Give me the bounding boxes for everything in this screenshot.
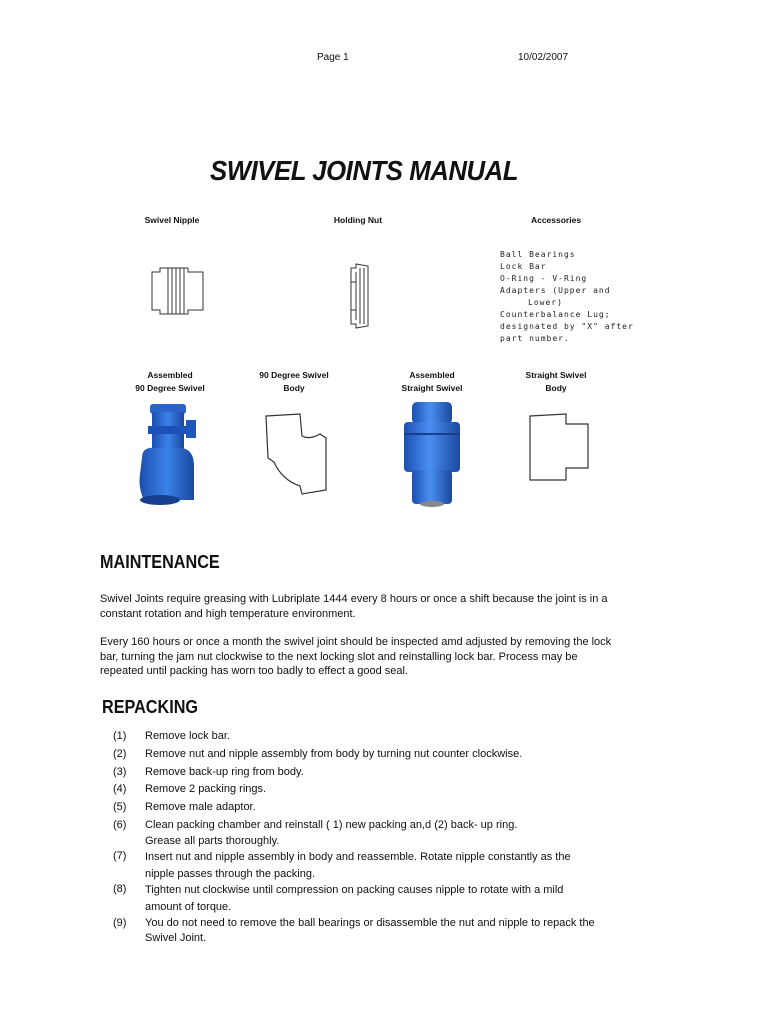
body-straight-caption: [506, 369, 606, 395]
accessories-caption: Accessories: [530, 215, 582, 225]
step-text: Remove nut and nipple assembly from body by turning nut counter clockwise.: [145, 748, 523, 760]
step-text: Remove back-up ring from body.: [145, 766, 304, 778]
accessory-item: designated by "X" after: [500, 322, 634, 331]
step-number: (2): [113, 748, 127, 760]
step-number: (3): [113, 766, 127, 778]
step-number: (7): [113, 850, 127, 862]
caption-line: Assembled: [147, 370, 193, 380]
body-straight-outline: [526, 410, 592, 486]
page-title: SWIVEL JOINTS MANUAL: [210, 155, 519, 186]
assembled-straight-swivel-image: [400, 398, 464, 510]
body-90-outline: [262, 410, 330, 496]
caption-line: Straight Swivel: [401, 383, 463, 393]
step-text: Remove lock bar.: [145, 730, 230, 742]
swivel-nipple-drawing: [148, 266, 208, 316]
maintenance-heading: MAINTENANCE: [100, 552, 220, 572]
step-text: Tighten nut clockwise until compression on packing causes nipple to rotate with a mild amount of torque.: [145, 884, 564, 913]
accessory-item: Lower): [528, 298, 563, 307]
step-text: Insert nut and nipple assembly in body and reassemble. Rotate nipple constantly as the nipple passes through the packing.: [145, 851, 571, 880]
step-number: (6): [113, 819, 127, 831]
step-number: (1): [113, 730, 127, 742]
maintenance-paragraph-2: Every 160 hours or once a month the swivel joint should be inspected amd adjusted by removing the lock bar, turning the jam nut clockwise to the next locking slot and reinstalling lock bar. Process may be repeated until packing has worn too badly to effect a good seal.: [100, 636, 612, 677]
step-text-continued: Grease all parts thoroughly.: [145, 835, 280, 847]
step-text: Remove 2 packing rings.: [145, 783, 267, 795]
holding-nut-drawing: [346, 262, 376, 330]
caption-line: 90 Degree Swivel: [135, 383, 205, 393]
caption-line: Assembled: [409, 370, 455, 380]
step-number: (9): [113, 917, 127, 929]
step-text: You do not need to remove the ball bearings or disassemble the nut and nipple to repack the Swivel Joint.: [145, 917, 595, 944]
body-90-caption: [244, 369, 344, 395]
step-number: (5): [113, 801, 127, 813]
accessory-item: part number.: [500, 334, 570, 343]
accessory-item: Adapters (Upper and: [500, 286, 611, 295]
swivel-nipple-caption: Swivel Nipple: [144, 215, 200, 225]
assembled-90-swivel-image: [136, 400, 202, 508]
holding-nut-caption: Holding Nut: [333, 215, 383, 225]
step-text: Remove male adaptor.: [145, 801, 256, 813]
step-number: (4): [113, 783, 127, 795]
accessory-item: Ball Bearings: [500, 250, 576, 259]
assembled-90-caption: [120, 369, 220, 395]
page-number: Page 1: [317, 52, 349, 63]
repacking-heading: REPACKING: [102, 697, 199, 717]
accessory-item: O-Ring - V-Ring: [500, 274, 588, 283]
page-date: 10/02/2007: [518, 52, 569, 63]
accessory-item: Counterbalance Lug;: [500, 310, 611, 319]
step-text: Clean packing chamber and reinstall ( 1) new packing an,d (2) back- up ring.: [145, 819, 518, 831]
caption-line: Body: [283, 383, 305, 393]
caption-line: 90 Degree Swivel: [259, 370, 329, 380]
assembled-straight-caption: [382, 369, 482, 395]
accessories-list: [500, 249, 634, 345]
caption-line: Straight Swivel: [525, 370, 587, 380]
caption-line: Body: [545, 383, 567, 393]
step-number: (8): [113, 883, 127, 895]
accessory-item: Lock Bar: [500, 262, 547, 271]
maintenance-paragraph-1: Swivel Joints require greasing with Lubriplate 1444 every 8 hours or once a shift because the joint is in a constant rotation and high temperature environment.: [100, 593, 608, 620]
